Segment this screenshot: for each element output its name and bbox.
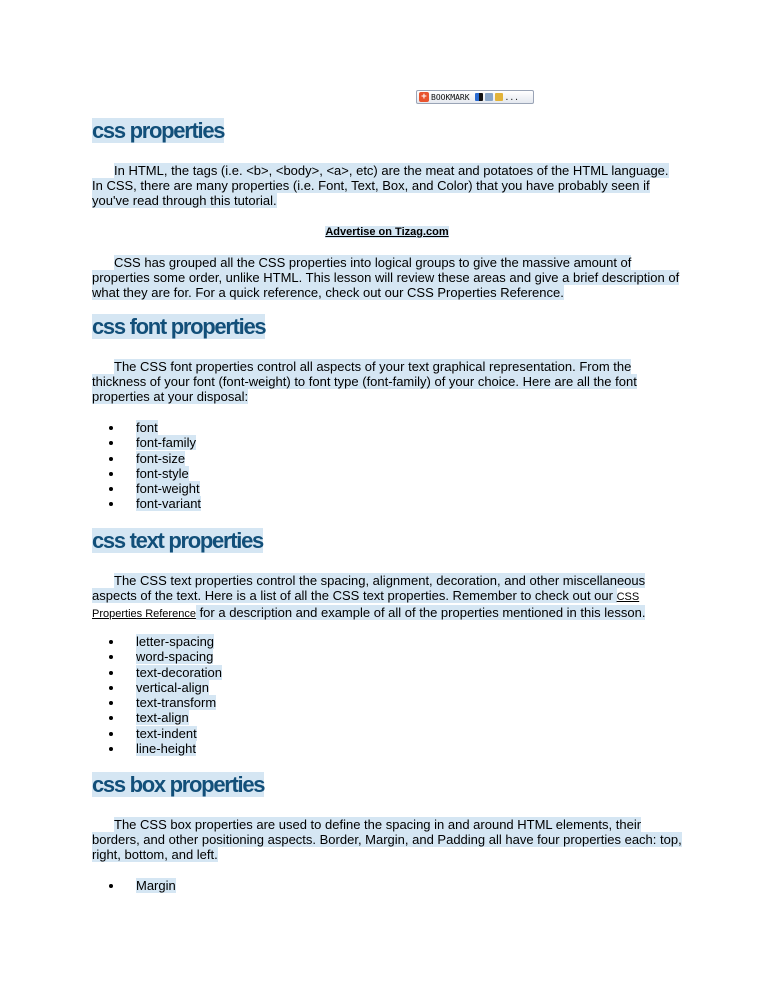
list-item: text-align	[92, 710, 222, 725]
list-item: font-weight	[92, 481, 201, 496]
digg-icon	[485, 93, 493, 101]
list-item: word-spacing	[92, 649, 222, 664]
list-item: font-variant	[92, 496, 201, 511]
text-paragraph: The CSS text properties control the spacing, alignment, decoration, and other miscellaneous aspects of the text. Here is a list of all the CSS text properties. Remember to check out our CSS Properties Reference for a description and example of all of the properties mentioned in this lesson.	[92, 573, 646, 621]
add-icon: +	[419, 92, 429, 102]
intro-paragraph: In HTML, the tags (i.e. <b>, <body>, <a>, etc) are the meat and potatoes of the HTML language. In CSS, there are many properties (i.e. Font, Text, Box, and Color) that you have probably seen if you've read through this tutorial.	[92, 163, 669, 209]
text-properties-list	[92, 634, 222, 756]
advertise-link[interactable]: Advertise on Tizag.com	[325, 226, 449, 238]
delicious-icon	[475, 93, 483, 101]
list-item: font-size	[92, 451, 201, 466]
list-item: font-style	[92, 466, 201, 481]
share-icon	[495, 93, 503, 101]
bookmark-label: BOOKMARK	[431, 92, 470, 102]
list-item: line-height	[92, 741, 222, 756]
more-icon: ...	[504, 92, 519, 102]
list-item: text-indent	[92, 726, 222, 741]
list-item: text-decoration	[92, 665, 222, 680]
list-item: font	[92, 420, 201, 435]
font-paragraph: The CSS font properties control all aspects of your text graphical representation. From the thickness of your font (font-weight) to font type (font-family) of your choice. Here are all the font properties at your disposal:	[92, 359, 637, 405]
heading-text-properties: css text properties	[92, 528, 263, 553]
list-item: Margin	[92, 878, 176, 893]
heading-box-properties: css box properties	[92, 772, 265, 797]
font-properties-list	[92, 420, 201, 512]
list-item: vertical-align	[92, 680, 222, 695]
box-properties-list	[92, 878, 176, 893]
heading-css-properties: css properties	[92, 118, 225, 143]
list-item: letter-spacing	[92, 634, 222, 649]
list-item: font-family	[92, 435, 201, 450]
list-item: text-transform	[92, 695, 222, 710]
css-properties-reference-link[interactable]: CSS Properties Reference	[92, 591, 640, 621]
groups-paragraph: CSS has grouped all the CSS properties into logical groups to give the massive amount of properties some order, unlike HTML. This lesson will review these areas and give a brief description of what they are for. For a quick reference, check out our CSS Properties Reference.	[92, 255, 680, 301]
bookmark-button[interactable]	[416, 90, 534, 104]
box-paragraph: The CSS box properties are used to define the spacing in and around HTML elements, their borders, and other positioning aspects. Border, Margin, and Padding all have four properties each: top, right, bottom, and left.	[92, 817, 682, 863]
heading-font-properties: css font properties	[92, 314, 266, 339]
